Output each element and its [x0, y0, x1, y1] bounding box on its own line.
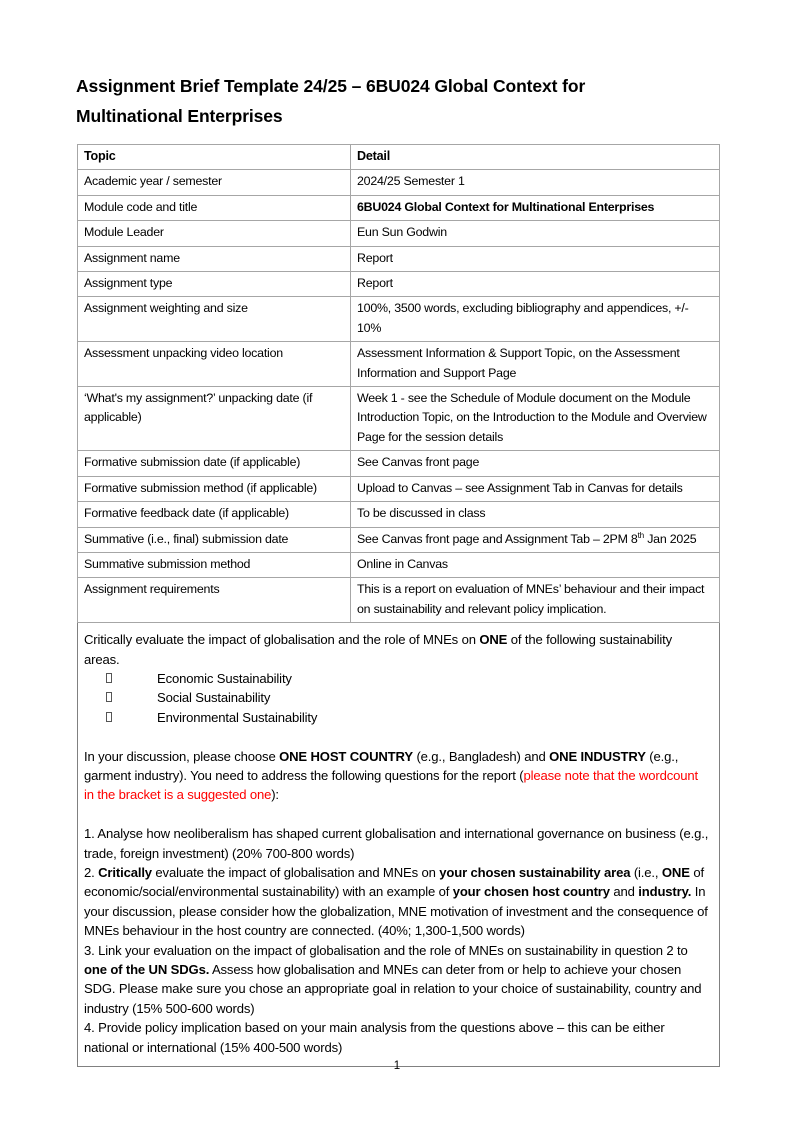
table-row — [78, 272, 720, 297]
row-detail: Online in Canvas — [351, 552, 720, 577]
choose-bold-industry: ONE INDUSTRY — [549, 748, 646, 764]
q2-seg-3: of economic/social/environmental sustainability) with an example of — [84, 864, 704, 900]
table-row — [78, 476, 720, 501]
row-topic: Assignment weighting and size — [78, 297, 351, 342]
column-header-detail: Detail — [351, 145, 720, 170]
q2-bold-industry: industry. — [638, 884, 692, 900]
row-topic: Formative feedback date (if applicable) — [78, 502, 351, 527]
row-detail: 2024/25 Semester 1 — [351, 170, 720, 195]
row-detail-superscript — [351, 527, 720, 552]
table-row — [78, 387, 720, 451]
row-detail: 6BU024 Global Context for Multinational Enterprises — [351, 195, 720, 220]
list-item-label: Social Sustainability — [157, 690, 271, 706]
row-detail: Eun Sun Godwin — [351, 221, 720, 246]
q2-bold-critically: Critically — [98, 864, 152, 880]
choose-seg-2: (e.g., Bangladesh) and — [412, 748, 550, 764]
row-topic: Summative (i.e., final) submission date — [78, 527, 351, 552]
table-body — [78, 145, 720, 1067]
q2-bold-sustainability-area: your chosen sustainability area — [439, 864, 631, 880]
list-item — [84, 708, 711, 727]
bullet-box-icon — [106, 673, 112, 683]
list-item-label: Economic Sustainability — [157, 670, 292, 686]
wordcount-note-red: please note that the wordcount in the bracket is a suggested one — [84, 767, 699, 803]
row-topic: ‘What's my assignment?’ unpacking date (if applicable) — [78, 387, 351, 451]
row-topic: Summative submission method — [78, 552, 351, 577]
q1-number: 1. — [84, 826, 95, 842]
table-row — [78, 502, 720, 527]
q2-bold-one: ONE — [661, 864, 690, 880]
row-topic: Module code and title — [78, 195, 351, 220]
row-detail: This is a report on evaluation of MNEs’ behaviour and their impact on sustainability and relevant policy implication. — [351, 578, 720, 623]
q2-seg-4: and — [609, 884, 639, 900]
detail-suffix: Jan 2025 — [643, 531, 697, 546]
ordinal-suffix: th — [637, 530, 644, 540]
choose-seg-3: (e.g., garment industry). You need to address the following questions for the report ( — [84, 748, 679, 783]
assignment-brief-table — [77, 144, 720, 1067]
intro-text-1: Critically evaluate the impact of globalisation and the role of MNEs on — [84, 632, 480, 648]
table-row-body — [78, 623, 720, 1067]
question-4-paragraph — [84, 1018, 711, 1057]
row-topic: Formative submission date (if applicable) — [78, 451, 351, 476]
q2-number: 2. — [84, 864, 95, 880]
choose-country-paragraph — [84, 747, 711, 805]
row-detail: 100%, 3500 words, excluding bibliography and appendices, +/- 10% — [351, 297, 720, 342]
row-detail: See Canvas front page — [351, 451, 720, 476]
intro-bold-one: ONE — [479, 632, 508, 648]
assignment-body-cell — [78, 623, 720, 1067]
list-item-label: Environmental Sustainability — [157, 709, 318, 725]
table-row — [78, 451, 720, 476]
table-header-row — [78, 145, 720, 170]
bullet-box-icon — [106, 712, 112, 722]
intro-paragraph — [84, 630, 711, 669]
row-topic: Assignment type — [78, 272, 351, 297]
table-row — [78, 527, 720, 552]
table-row — [78, 246, 720, 271]
row-topic: Academic year / semester — [78, 170, 351, 195]
list-item — [84, 669, 711, 688]
q3-seg-2: Assess how globalisation and MNEs can deter from or help to achieve your chosen SDG. Please make sure you chose an appropriate goal in relation to your choice of sustainability, country and industry (15% 500-600 words) — [84, 962, 702, 1016]
q3-bold-un-sdgs: one of the UN SDGs. — [84, 962, 210, 977]
list-item — [84, 688, 711, 707]
table-row — [78, 195, 720, 220]
table-row — [78, 221, 720, 246]
row-detail: To be discussed in class — [351, 502, 720, 527]
row-detail: Report — [351, 272, 720, 297]
q4-number: 4. — [84, 1020, 95, 1036]
column-header-topic: Topic — [78, 145, 351, 170]
q2-seg-2: (i.e., — [630, 864, 662, 880]
q3-number: 3. — [84, 942, 95, 958]
row-detail: Report — [351, 246, 720, 271]
row-detail: Week 1 - see the Schedule of Module document on the Module Introduction Topic, on the Introduction to the Module and Overview Page for the session details — [351, 387, 720, 451]
q3-seg-1: Link your evaluation on the impact of globalisation and the role of MNEs on sustainability in question 2 to — [94, 942, 688, 958]
choose-bold-host-country: ONE HOST COUNTRY — [279, 748, 413, 764]
table-row — [78, 170, 720, 195]
intro-text-2: of the following sustainability areas. — [84, 632, 673, 667]
sustainability-areas-list — [84, 669, 711, 727]
row-topic: Formative submission method (if applicable) — [78, 476, 351, 501]
q4-text: Provide policy implication based on your main analysis from the questions above – this can be either national or international (15% 400-500 words) — [84, 1020, 665, 1055]
table-row — [78, 297, 720, 342]
question-1-paragraph — [84, 824, 711, 863]
row-topic: Module Leader — [78, 221, 351, 246]
q2-seg-1: evaluate the impact of globalisation and MNEs on — [151, 864, 440, 880]
choose-seg-4: ): — [271, 787, 279, 803]
page-title: Assignment Brief Template 24/25 – 6BU024 Global Context for Multinational Enterprises — [76, 76, 586, 126]
row-detail: Upload to Canvas – see Assignment Tab in Canvas for details — [351, 476, 720, 501]
row-topic: Assignment requirements — [78, 578, 351, 623]
question-3-paragraph — [84, 941, 711, 1019]
row-topic: Assessment unpacking video location — [78, 342, 351, 387]
table-row — [78, 578, 720, 623]
detail-prefix: See Canvas front page and Assignment Tab – 2PM 8 — [357, 531, 638, 546]
table-row — [78, 342, 720, 387]
q2-seg-5: In your discussion, please consider how the globalization, MNE motivation of investment and the consequence of MNEs behaviour in the host country are connected. (40%; 1,300-1,500 words) — [84, 884, 708, 939]
bullet-box-icon — [106, 692, 112, 702]
q2-bold-host-country: your chosen host country — [452, 884, 610, 900]
question-2-paragraph — [84, 863, 711, 941]
page-number: 1 — [393, 1060, 401, 1072]
assignment-body-content — [78, 623, 719, 1066]
row-detail: Assessment Information & Support Topic, on the Assessment Information and Support Page — [351, 342, 720, 387]
table-row — [78, 552, 720, 577]
choose-seg-1: In your discussion, please choose — [84, 748, 280, 764]
row-topic: Assignment name — [78, 246, 351, 271]
q1-text: Analyse how neoliberalism has shaped current globalisation and international governance on business (e.g., trade, foreign investment) (20% 700-800 words) — [84, 826, 709, 861]
